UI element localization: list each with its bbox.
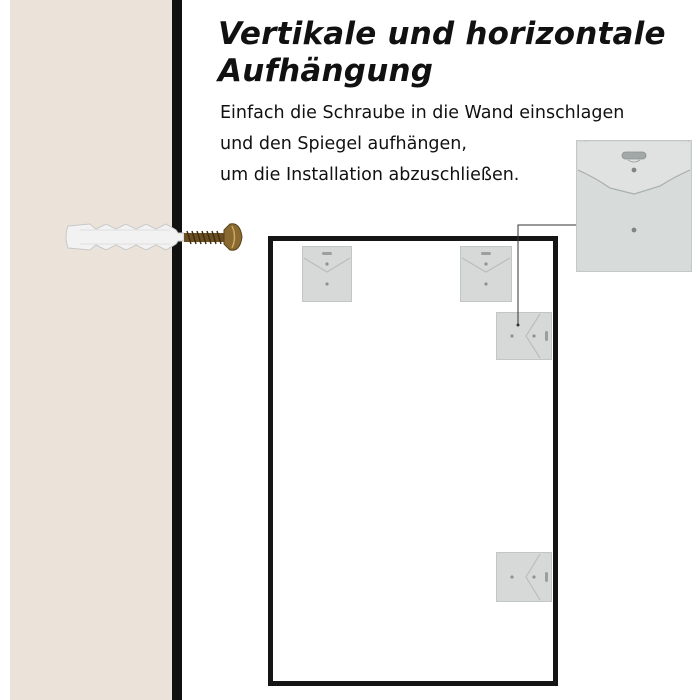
wall-edge bbox=[172, 0, 182, 700]
callout-leader-line bbox=[505, 212, 585, 332]
title-line-2: Aufhängung bbox=[218, 53, 434, 89]
wall-background bbox=[10, 0, 173, 700]
bracket-detail-icon bbox=[576, 140, 692, 272]
wall-anchor-with-screw-icon bbox=[60, 212, 250, 262]
instruction-line-3: um die Installation abzuschließen. bbox=[220, 165, 520, 185]
mounting-bracket-icon bbox=[302, 246, 352, 302]
instruction-line-1: Einfach die Schraube in die Wand einschlagen bbox=[220, 103, 625, 123]
page-title bbox=[218, 16, 688, 90]
mounting-bracket-icon bbox=[496, 552, 552, 602]
instruction-line-2: und den Spiegel aufhängen, bbox=[220, 134, 467, 154]
title-line-1: Vertikale und horizontale bbox=[218, 16, 666, 52]
